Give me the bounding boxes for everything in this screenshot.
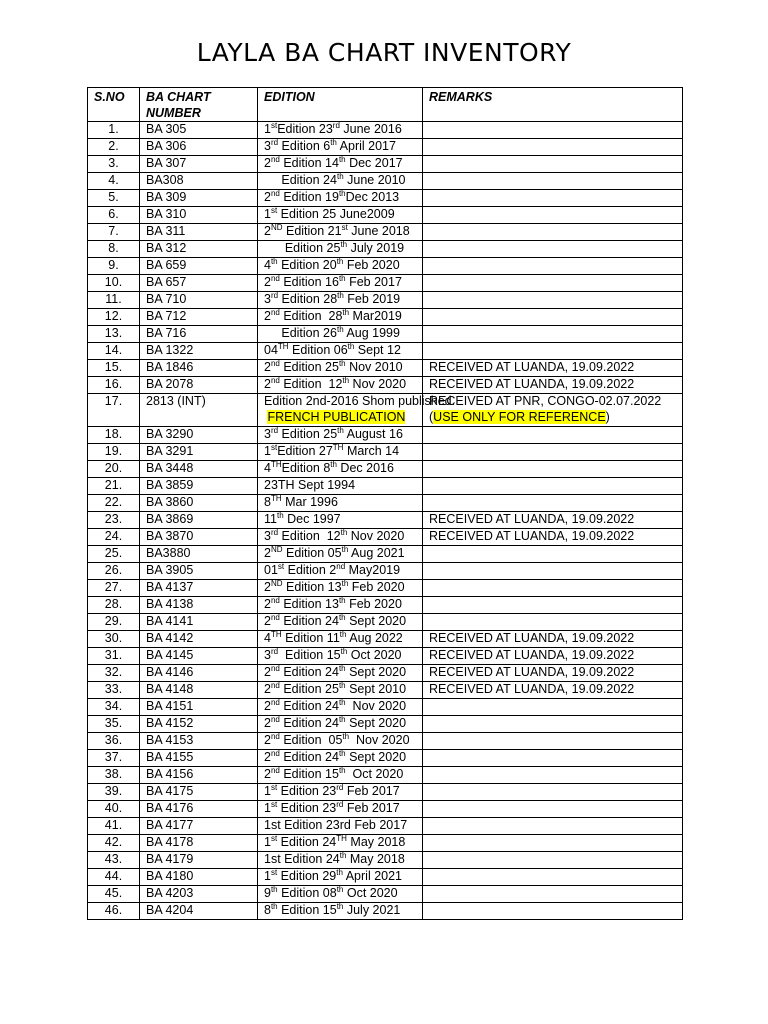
sno-cell: 5.: [88, 190, 140, 207]
table-row: [88, 477, 683, 494]
remarks-cell: [423, 800, 683, 817]
edition-cell: 2nd Edition 19thDec 2013: [258, 190, 423, 207]
remarks-cell: [423, 902, 683, 919]
sno-cell: 39.: [88, 783, 140, 800]
remarks-cell: [423, 885, 683, 902]
sno-cell: 13.: [88, 326, 140, 343]
table-row: [88, 511, 683, 528]
remarks-cell: RECEIVED AT LUANDA, 19.09.2022: [423, 630, 683, 647]
remarks-cell: [423, 426, 683, 443]
table-row: [88, 579, 683, 596]
sno-cell: 17.: [88, 394, 140, 427]
remarks-cell: RECEIVED AT LUANDA, 19.09.2022: [423, 528, 683, 545]
remarks-cell: [423, 173, 683, 190]
sno-cell: 24.: [88, 528, 140, 545]
edition-cell: Edition 2nd-2016 Shom published. FRENCH PUBLICATION: [258, 394, 423, 427]
remarks-cell: [423, 343, 683, 360]
edition-cell: 3rd Edition 15th Oct 2020: [258, 647, 423, 664]
edition-cell: 4THEdition 8th Dec 2016: [258, 460, 423, 477]
table-row: [88, 292, 683, 309]
table-row: [88, 664, 683, 681]
sno-cell: 3.: [88, 156, 140, 173]
sno-cell: 8.: [88, 241, 140, 258]
chart-number-cell: BA 4204: [140, 902, 258, 919]
chart-number-cell: BA 710: [140, 292, 258, 309]
remarks-cell: RECEIVED AT LUANDA, 19.09.2022: [423, 681, 683, 698]
header-remarks: REMARKS: [423, 88, 683, 122]
sno-cell: 34.: [88, 698, 140, 715]
table-row: [88, 224, 683, 241]
table-row: [88, 156, 683, 173]
remarks-cell: [423, 477, 683, 494]
table-row: [88, 139, 683, 156]
table-row: [88, 258, 683, 275]
edition-cell: 1stEdition 23rd June 2016: [258, 122, 423, 139]
sno-cell: 26.: [88, 562, 140, 579]
chart-number-cell: BA 4148: [140, 681, 258, 698]
edition-cell: 2nd Edition 24th Nov 2020: [258, 698, 423, 715]
remarks-cell: [423, 562, 683, 579]
sno-cell: 21.: [88, 477, 140, 494]
table-row: [88, 122, 683, 139]
sno-cell: 33.: [88, 681, 140, 698]
edition-cell: 1st Edition 23rd Feb 2017: [258, 800, 423, 817]
remarks-cell: [423, 190, 683, 207]
remarks-cell: [423, 309, 683, 326]
sno-cell: 43.: [88, 851, 140, 868]
remarks-cell: [423, 868, 683, 885]
edition-cell: 2nd Edition 15th Oct 2020: [258, 766, 423, 783]
remarks-cell: [423, 139, 683, 156]
remarks-cell: RECEIVED AT LUANDA, 19.09.2022: [423, 664, 683, 681]
chart-number-cell: BA 4146: [140, 664, 258, 681]
chart-number-cell: BA 712: [140, 309, 258, 326]
remarks-cell: [423, 715, 683, 732]
sno-cell: 29.: [88, 613, 140, 630]
edition-cell: 3rd Edition 28th Feb 2019: [258, 292, 423, 309]
remarks-cell: [423, 545, 683, 562]
remarks-cell: [423, 241, 683, 258]
sno-cell: 41.: [88, 817, 140, 834]
table-row: [88, 817, 683, 834]
table-row: [88, 715, 683, 732]
sno-cell: 2.: [88, 139, 140, 156]
chart-number-cell: BA 3859: [140, 477, 258, 494]
table-row: [88, 426, 683, 443]
edition-cell: 1stEdition 27TH March 14: [258, 443, 423, 460]
edition-cell: 8TH Mar 1996: [258, 494, 423, 511]
chart-number-cell: BA 307: [140, 156, 258, 173]
edition-cell: 1st Edition 29th April 2021: [258, 868, 423, 885]
remarks-cell: [423, 494, 683, 511]
remarks-cell: [423, 783, 683, 800]
table-row: [88, 343, 683, 360]
chart-number-cell: BA308: [140, 173, 258, 190]
chart-number-cell: BA 657: [140, 275, 258, 292]
edition-cell: 2ND Edition 05th Aug 2021: [258, 545, 423, 562]
chart-number-cell: BA 3291: [140, 443, 258, 460]
chart-number-cell: BA 310: [140, 207, 258, 224]
remarks-cell: [423, 258, 683, 275]
table-row: [88, 749, 683, 766]
chart-number-cell: BA 1322: [140, 343, 258, 360]
edition-cell: 2nd Edition 24th Sept 2020: [258, 664, 423, 681]
chart-number-cell: BA 4179: [140, 851, 258, 868]
edition-cell: 01st Edition 2nd May2019: [258, 562, 423, 579]
chart-number-cell: BA 4180: [140, 868, 258, 885]
remarks-cell: [423, 443, 683, 460]
table-row: [88, 766, 683, 783]
edition-cell: 2nd Edition 24th Sept 2020: [258, 613, 423, 630]
remarks-cell: [423, 275, 683, 292]
remarks-cell: [423, 766, 683, 783]
chart-number-cell: BA 305: [140, 122, 258, 139]
remarks-cell: [423, 326, 683, 343]
sno-cell: 35.: [88, 715, 140, 732]
sno-cell: 4.: [88, 173, 140, 190]
table-row: [88, 326, 683, 343]
remarks-cell: [423, 817, 683, 834]
table-row: [88, 732, 683, 749]
chart-number-cell: BA 4177: [140, 817, 258, 834]
table-row: [88, 309, 683, 326]
remarks-cell: [423, 224, 683, 241]
chart-number-cell: BA 4142: [140, 630, 258, 647]
sno-cell: 38.: [88, 766, 140, 783]
sno-cell: 10.: [88, 275, 140, 292]
remarks-cell: RECEIVED AT LUANDA, 19.09.2022: [423, 360, 683, 377]
table-row: [88, 885, 683, 902]
chart-number-cell: BA3880: [140, 545, 258, 562]
chart-number-cell: BA 3860: [140, 494, 258, 511]
edition-cell: 8th Edition 15th July 2021: [258, 902, 423, 919]
chart-number-cell: BA 1846: [140, 360, 258, 377]
edition-cell: 3rd Edition 6th April 2017: [258, 139, 423, 156]
edition-cell: 2nd Edition 05th Nov 2020: [258, 732, 423, 749]
sno-cell: 20.: [88, 460, 140, 477]
table-row: [88, 596, 683, 613]
edition-cell: 2nd Edition 12th Nov 2020: [258, 377, 423, 394]
edition-cell: Edition 25th July 2019: [258, 241, 423, 258]
sno-cell: 40.: [88, 800, 140, 817]
sno-cell: 36.: [88, 732, 140, 749]
table-row: [88, 528, 683, 545]
chart-number-cell: BA 312: [140, 241, 258, 258]
sno-cell: 7.: [88, 224, 140, 241]
table-row: [88, 173, 683, 190]
chart-number-cell: BA 4151: [140, 698, 258, 715]
sno-cell: 25.: [88, 545, 140, 562]
edition-cell: 2ND Edition 21st June 2018: [258, 224, 423, 241]
edition-cell: 2ND Edition 13th Feb 2020: [258, 579, 423, 596]
sno-cell: 22.: [88, 494, 140, 511]
sno-cell: 18.: [88, 426, 140, 443]
remarks-cell: [423, 596, 683, 613]
sno-cell: 27.: [88, 579, 140, 596]
sno-cell: 37.: [88, 749, 140, 766]
table-row: [88, 868, 683, 885]
chart-number-cell: BA 4152: [140, 715, 258, 732]
edition-cell: 1st Edition 24th May 2018: [258, 851, 423, 868]
remarks-cell: RECEIVED AT PNR, CONGO-02.07.2022 (USE ONLY FOR REFERENCE): [423, 394, 683, 427]
edition-cell: 2nd Edition 13th Feb 2020: [258, 596, 423, 613]
page-title: LAYLA BA CHART INVENTORY: [196, 38, 572, 67]
sno-cell: 44.: [88, 868, 140, 885]
edition-cell: 4TH Edition 11th Aug 2022: [258, 630, 423, 647]
remarks-cell: RECEIVED AT LUANDA, 19.09.2022: [423, 377, 683, 394]
remarks-cell: RECEIVED AT LUANDA, 19.09.2022: [423, 511, 683, 528]
edition-cell: 2nd Edition 16th Feb 2017: [258, 275, 423, 292]
table-row: [88, 494, 683, 511]
table-row: [88, 630, 683, 647]
chart-number-cell: BA 4203: [140, 885, 258, 902]
edition-cell: Edition 24th June 2010: [258, 173, 423, 190]
chart-number-cell: BA 4153: [140, 732, 258, 749]
edition-cell: 2nd Edition 25th Sept 2010: [258, 681, 423, 698]
chart-number-cell: BA 4145: [140, 647, 258, 664]
chart-number-cell: BA 4155: [140, 749, 258, 766]
sno-cell: 42.: [88, 834, 140, 851]
chart-number-cell: BA 2078: [140, 377, 258, 394]
edition-cell: 11th Dec 1997: [258, 511, 423, 528]
remarks-cell: RECEIVED AT LUANDA, 19.09.2022: [423, 647, 683, 664]
chart-number-cell: BA 3870: [140, 528, 258, 545]
table-row: [88, 613, 683, 630]
remarks-cell: [423, 749, 683, 766]
table-row: [88, 394, 683, 427]
chart-number-cell: BA 309: [140, 190, 258, 207]
sno-cell: 46.: [88, 902, 140, 919]
table-row: [88, 681, 683, 698]
table-row: [88, 207, 683, 224]
chart-number-cell: BA 4137: [140, 579, 258, 596]
table-row: [88, 443, 683, 460]
remarks-cell: [423, 460, 683, 477]
remarks-cell: [423, 698, 683, 715]
table-row: [88, 647, 683, 664]
chart-number-cell: BA 716: [140, 326, 258, 343]
chart-number-cell: BA 659: [140, 258, 258, 275]
chart-number-cell: BA 4176: [140, 800, 258, 817]
remarks-cell: [423, 207, 683, 224]
remarks-cell: [423, 579, 683, 596]
sno-cell: 45.: [88, 885, 140, 902]
edition-cell: 1st Edition 24TH May 2018: [258, 834, 423, 851]
sno-cell: 32.: [88, 664, 140, 681]
edition-cell: 04TH Edition 06th Sept 12: [258, 343, 423, 360]
chart-number-cell: BA 4178: [140, 834, 258, 851]
table-row: [88, 800, 683, 817]
sno-cell: 6.: [88, 207, 140, 224]
edition-cell: 3rd Edition 12th Nov 2020: [258, 528, 423, 545]
sno-cell: 12.: [88, 309, 140, 326]
header-edition: EDITION: [258, 88, 423, 122]
chart-number-cell: BA 4156: [140, 766, 258, 783]
sno-cell: 14.: [88, 343, 140, 360]
chart-number-cell: 2813 (INT): [140, 394, 258, 427]
edition-cell: 2nd Edition 25th Nov 2010: [258, 360, 423, 377]
remarks-cell: [423, 732, 683, 749]
edition-cell: 1st Edition 25 June2009: [258, 207, 423, 224]
table-row: [88, 851, 683, 868]
chart-number-cell: BA 3869: [140, 511, 258, 528]
chart-number-cell: BA 4138: [140, 596, 258, 613]
edition-cell: 2nd Edition 28th Mar2019: [258, 309, 423, 326]
header-chart-number: BA CHART NUMBER: [140, 88, 258, 122]
remarks-cell: [423, 122, 683, 139]
edition-cell: 3rd Edition 25th August 16: [258, 426, 423, 443]
edition-cell: 2nd Edition 14th Dec 2017: [258, 156, 423, 173]
table-row: [88, 783, 683, 800]
edition-cell: 4th Edition 20th Feb 2020: [258, 258, 423, 275]
sno-cell: 1.: [88, 122, 140, 139]
sno-cell: 16.: [88, 377, 140, 394]
table-row: [88, 545, 683, 562]
edition-cell: 1st Edition 23rd Feb 2017: [258, 783, 423, 800]
table-header-row: [88, 88, 683, 122]
sno-cell: 15.: [88, 360, 140, 377]
chart-number-cell: BA 3290: [140, 426, 258, 443]
chart-number-cell: BA 311: [140, 224, 258, 241]
remarks-cell: [423, 851, 683, 868]
table-row: [88, 698, 683, 715]
chart-number-cell: BA 306: [140, 139, 258, 156]
remarks-cell: [423, 613, 683, 630]
table-row: [88, 241, 683, 258]
edition-cell: 9th Edition 08th Oct 2020: [258, 885, 423, 902]
edition-cell: 1st Edition 23rd Feb 2017: [258, 817, 423, 834]
edition-cell: 2nd Edition 24th Sept 2020: [258, 715, 423, 732]
remarks-cell: [423, 156, 683, 173]
chart-inventory-table: [87, 87, 683, 920]
sno-cell: 28.: [88, 596, 140, 613]
table-row: [88, 834, 683, 851]
sno-cell: 11.: [88, 292, 140, 309]
chart-number-cell: BA 3448: [140, 460, 258, 477]
sno-cell: 31.: [88, 647, 140, 664]
edition-cell: Edition 26th Aug 1999: [258, 326, 423, 343]
sno-cell: 19.: [88, 443, 140, 460]
remarks-cell: [423, 292, 683, 309]
table-row: [88, 902, 683, 919]
table-row: [88, 360, 683, 377]
edition-cell: 23TH Sept 1994: [258, 477, 423, 494]
sno-cell: 9.: [88, 258, 140, 275]
chart-number-cell: BA 4141: [140, 613, 258, 630]
chart-number-cell: BA 3905: [140, 562, 258, 579]
edition-cell: 2nd Edition 24th Sept 2020: [258, 749, 423, 766]
sno-cell: 30.: [88, 630, 140, 647]
sno-cell: 23.: [88, 511, 140, 528]
table-row: [88, 275, 683, 292]
remarks-cell: [423, 834, 683, 851]
table-row: [88, 377, 683, 394]
table-row: [88, 562, 683, 579]
header-sno: S.NO: [88, 88, 140, 122]
chart-number-cell: BA 4175: [140, 783, 258, 800]
table-row: [88, 460, 683, 477]
table-row: [88, 190, 683, 207]
